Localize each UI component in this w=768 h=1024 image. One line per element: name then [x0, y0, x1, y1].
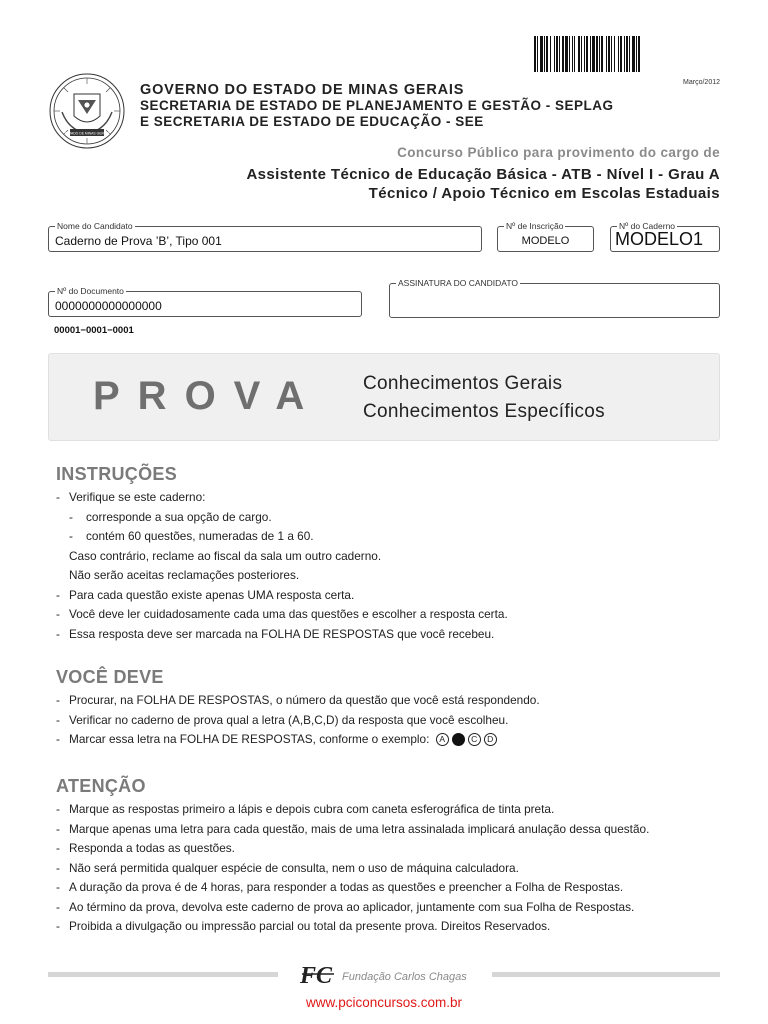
list-item: - Essa resposta deve ser marcada na FOLHA DE RESPOSTAS que você recebeu.: [56, 626, 495, 641]
attention-title: ATENÇÃO: [56, 776, 146, 796]
list-item: - Responda a todas as questões.: [56, 841, 235, 855]
list-item: - Proibida a divulgação ou impressão parcial ou total da presente prova. Direitos Reservados.: [56, 919, 551, 933]
list-item: - Marque apenas uma letra para cada questão, mais de uma letra assinalada implicará anulação dessa questão.: [56, 821, 650, 836]
list-item: - Marcar essa letra na FOLHA DE RESPOSTAS, conforme o exemplo: A C D: [56, 730, 726, 750]
document-number-value: 0000000000000000: [55, 299, 162, 313]
cargo-title: [120, 165, 720, 203]
list-item: - contém 60 questões, numeradas de 1 a 60.: [69, 529, 314, 543]
svg-text:FC: FC: [300, 963, 333, 988]
list-item: - corresponde a sua opção de cargo.: [69, 509, 272, 524]
foundation-name: Fundação Carlos Chagas: [342, 971, 467, 983]
concurso-title: Concurso Público para provimento do cargo de: [397, 145, 720, 160]
registration-number-value: MODELO: [521, 235, 570, 247]
prova-subject-2: Conhecimentos Específicos: [363, 401, 605, 422]
cargo-line-1: Assistente Técnico de Educação Básica - ATB - Nível I - Grau A: [246, 166, 720, 183]
list-item: - Ao término da prova, devolva este caderno de prova ao aplicador, juntamente com sua Folha de Respostas.: [56, 899, 635, 914]
list-item: Não serão aceitas reclamações posteriores.: [69, 568, 300, 582]
state-seal-icon: [48, 72, 126, 150]
list-item: - Verificar no caderno de prova qual a letra (A,B,C,D) da resposta que você escolheu.: [56, 712, 509, 727]
list-item: - Não será permitida qualquer espécie de consulta, nem o uso de máquina calculadora.: [56, 860, 519, 875]
gov-line-3: E SECRETARIA DE ESTADO DE EDUCAÇÃO - SEE: [140, 114, 484, 129]
attention-list: [56, 800, 726, 937]
candidate-name-value: Caderno de Prova ’B’, Tipo 001: [55, 234, 222, 248]
document-number-field[interactable]: [48, 286, 362, 317]
issue-date: Março/2012: [683, 79, 720, 86]
list-item: - Marque as respostas primeiro a lápis e depois cubra com caneta esferográfica de tinta preta.: [56, 802, 555, 816]
instructions-title: INSTRUÇÕES: [56, 464, 178, 484]
signature-label: ASSINATURA DO CANDIDATO: [398, 278, 518, 288]
barcode: [534, 36, 720, 72]
you-must-list: [56, 691, 726, 750]
example-bubble-a: A: [436, 733, 449, 746]
seal-text: ESTADO DE MINAS GERAIS: [64, 131, 110, 136]
website-link[interactable]: www.pciconcursos.com.br: [305, 995, 463, 1010]
prova-subjects: [363, 370, 605, 426]
example-bubble-c: C: [468, 733, 481, 746]
list-item: - A duração da prova é de 4 horas, para responder a todas as questões e preencher a Folha de Respostas.: [56, 880, 624, 894]
list-item: - Verifique se este caderno:: [56, 490, 206, 504]
footer-divider-right: [492, 972, 720, 977]
footer-divider-left: [48, 972, 278, 977]
example-bubble-b-filled: [452, 733, 465, 746]
list-item: - Procurar, na FOLHA DE RESPOSTAS, o número da questão que você está respondendo.: [56, 693, 540, 707]
booklet-number-value: MODELO1: [615, 229, 704, 249]
booklet-number-label: Nº do Caderno: [619, 221, 676, 231]
gov-line-2: SECRETARIA DE ESTADO DE PLANEJAMENTO E GESTÃO - SEPLAG: [140, 98, 614, 113]
prova-title: PROVA: [93, 374, 323, 418]
candidate-name-field[interactable]: [48, 221, 482, 252]
prova-banner: [48, 353, 720, 441]
document-number-label: Nº do Documento: [57, 286, 124, 296]
registration-number-field[interactable]: [497, 221, 594, 252]
booklet-number-field[interactable]: [610, 221, 720, 252]
example-bubble-d: D: [484, 733, 497, 746]
candidate-name-label: Nome do Candidato: [57, 221, 133, 231]
document-code: 00001−0001−0001: [54, 325, 134, 336]
list-item: - Para cada questão existe apenas UMA resposta certa.: [56, 587, 355, 602]
instructions-list: [56, 488, 726, 644]
list-item: - Você deve ler cuidadosamente cada uma das questões e escolher a resposta certa.: [56, 607, 508, 621]
list-item: Caso contrário, reclame ao fiscal da sala um outro caderno.: [69, 548, 382, 563]
signature-field[interactable]: [389, 278, 720, 318]
you-must-title: VOCÊ DEVE: [56, 667, 164, 687]
fcc-logo-icon: [298, 960, 338, 988]
gov-line-1: GOVERNO DO ESTADO DE MINAS GERAIS: [140, 82, 465, 98]
cargo-line-2: Técnico / Apoio Técnico em Escolas Estaduais: [368, 185, 720, 202]
registration-number-label: Nº de Inscrição: [506, 221, 564, 231]
government-header: [140, 82, 614, 130]
prova-subject-1: Conhecimentos Gerais: [363, 373, 563, 394]
